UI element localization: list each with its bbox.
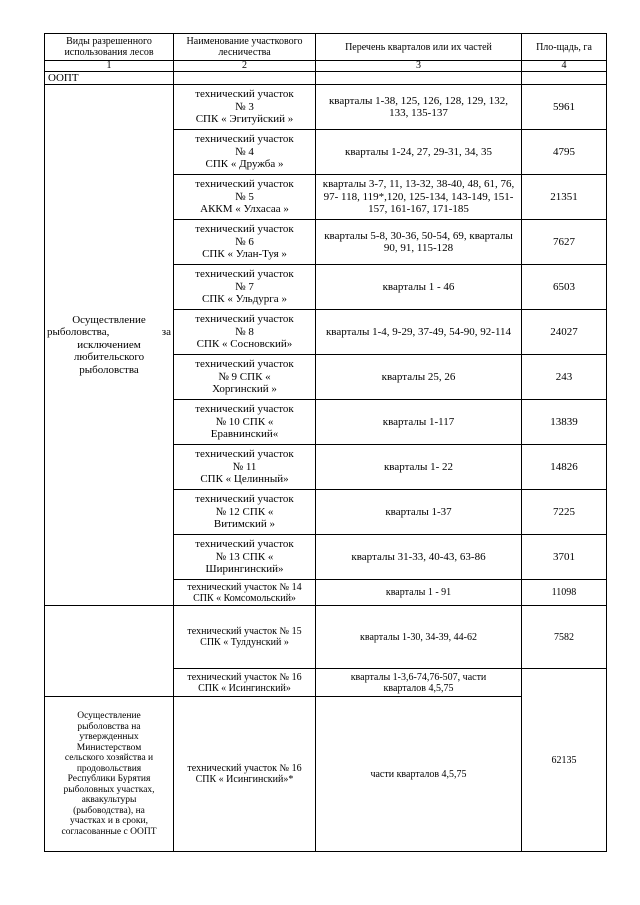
area-cell: 243 <box>522 355 607 400</box>
district-cell: технический участок № 5 АККМ « Улхасаа » <box>174 175 316 220</box>
quarters-cell: кварталы 3-7, 11, 13-32, 38-40, 48, 61, 76, 97- 118, 119*,120, 125-134, 143-149, 151-157, 161-167, 171-185 <box>316 175 522 220</box>
district-cell: технический участок № 3 СПК « Эгитуйский » <box>174 85 316 130</box>
header-col-2: Наименование участкового лесничества <box>174 34 316 61</box>
area-cell: 5961 <box>522 85 607 130</box>
category-line: любительского <box>73 351 145 364</box>
quarters-cell: кварталы 1 - 91 <box>316 580 522 606</box>
district-cell: технический участок № 7 СПК « Ульдурга » <box>174 265 316 310</box>
category-line: исключением <box>77 338 141 351</box>
area-cell: 3701 <box>522 535 607 580</box>
area-cell: 6503 <box>522 265 607 310</box>
use-category-cell: Осуществление рыболовства на утвержденных Министерством сельского хозяйства и продовольствия Республики Бурятия рыболовных участках, аквакультуры (рыбоводства), на участках и в сроки, согласованные с ООПТ <box>45 697 174 852</box>
district-cell: технический участок № 16 СПК « Исингинский»* <box>174 697 316 852</box>
area-cell: 21351 <box>522 175 607 220</box>
section-row <box>45 72 607 85</box>
forest-use-table <box>44 33 607 852</box>
district-cell: технический участок № 16 СПК « Исингинский» <box>174 669 316 697</box>
quarters-cell: кварталы 1-3,6-74,76-507, части кварталов 4,5,75 <box>316 669 522 697</box>
quarters-cell: кварталы 1-37 <box>316 490 522 535</box>
district-cell: технический участок № 10 СПК « Еравнинский« <box>174 400 316 445</box>
area-cell: 7627 <box>522 220 607 265</box>
district-cell: технический участок № 14 СПК « Комсомольский» <box>174 580 316 606</box>
quarters-cell: кварталы 25, 26 <box>316 355 522 400</box>
area-cell: 7582 <box>522 606 607 669</box>
section-title: ООПТ <box>45 72 174 85</box>
district-cell: технический участок № 4 СПК « Дружба » <box>174 130 316 175</box>
category-line: рыболовства <box>79 363 139 376</box>
area-cell: 24027 <box>522 310 607 355</box>
area-cell: 11098 <box>522 580 607 606</box>
area-cell: 62135 <box>522 669 607 852</box>
district-cell: технический участок № 12 СПК « Витимский » <box>174 490 316 535</box>
district-cell: технический участок № 8 СПК « Сосновский» <box>174 310 316 355</box>
table-row <box>45 606 607 669</box>
quarters-cell: части кварталов 4,5,75 <box>316 697 522 852</box>
column-number: 4 <box>522 61 607 72</box>
quarters-cell: кварталы 1-30, 34-39, 44-62 <box>316 606 522 669</box>
district-cell: технический участок № 13 СПК « Ширингинский» <box>174 535 316 580</box>
quarters-cell: кварталы 1-117 <box>316 400 522 445</box>
quarters-cell: кварталы 31-33, 40-43, 63-86 <box>316 535 522 580</box>
quarters-cell: кварталы 1 - 46 <box>316 265 522 310</box>
district-cell: технический участок № 6 СПК « Улан-Туя » <box>174 220 316 265</box>
area-cell: 4795 <box>522 130 607 175</box>
use-category-cell <box>45 85 174 606</box>
district-cell: технический участок № 15 СПК « Тулдунский » <box>174 606 316 669</box>
quarters-cell: кварталы 1- 22 <box>316 445 522 490</box>
column-number-row <box>45 61 607 72</box>
district-cell: технический участок № 11 СПК « Целинный» <box>174 445 316 490</box>
header-col-4: Пло-щадь, га <box>522 34 607 61</box>
column-number: 2 <box>174 61 316 72</box>
area-cell: 14826 <box>522 445 607 490</box>
category-line: рыболовства, за <box>47 326 171 339</box>
column-number: 1 <box>45 61 174 72</box>
district-cell: технический участок № 9 СПК « Хоргинский » <box>174 355 316 400</box>
area-cell: 13839 <box>522 400 607 445</box>
category-line: Осуществление <box>72 313 146 326</box>
header-col-3: Перечень кварталов или их частей <box>316 34 522 61</box>
header-col-1: Виды разрешенного использования лесов <box>45 34 174 61</box>
area-cell: 7225 <box>522 490 607 535</box>
quarters-cell: кварталы 1-38, 125, 126, 128, 129, 132, 133, 135-137 <box>316 85 522 130</box>
quarters-cell: кварталы 1-4, 9-29, 37-49, 54-90, 92-114 <box>316 310 522 355</box>
quarters-cell: кварталы 1-24, 27, 29-31, 34, 35 <box>316 130 522 175</box>
table-row <box>45 85 607 130</box>
quarters-cell: кварталы 5-8, 30-36, 50-54, 69, кварталы 90, 91, 115-128 <box>316 220 522 265</box>
header-row <box>45 34 607 61</box>
column-number: 3 <box>316 61 522 72</box>
